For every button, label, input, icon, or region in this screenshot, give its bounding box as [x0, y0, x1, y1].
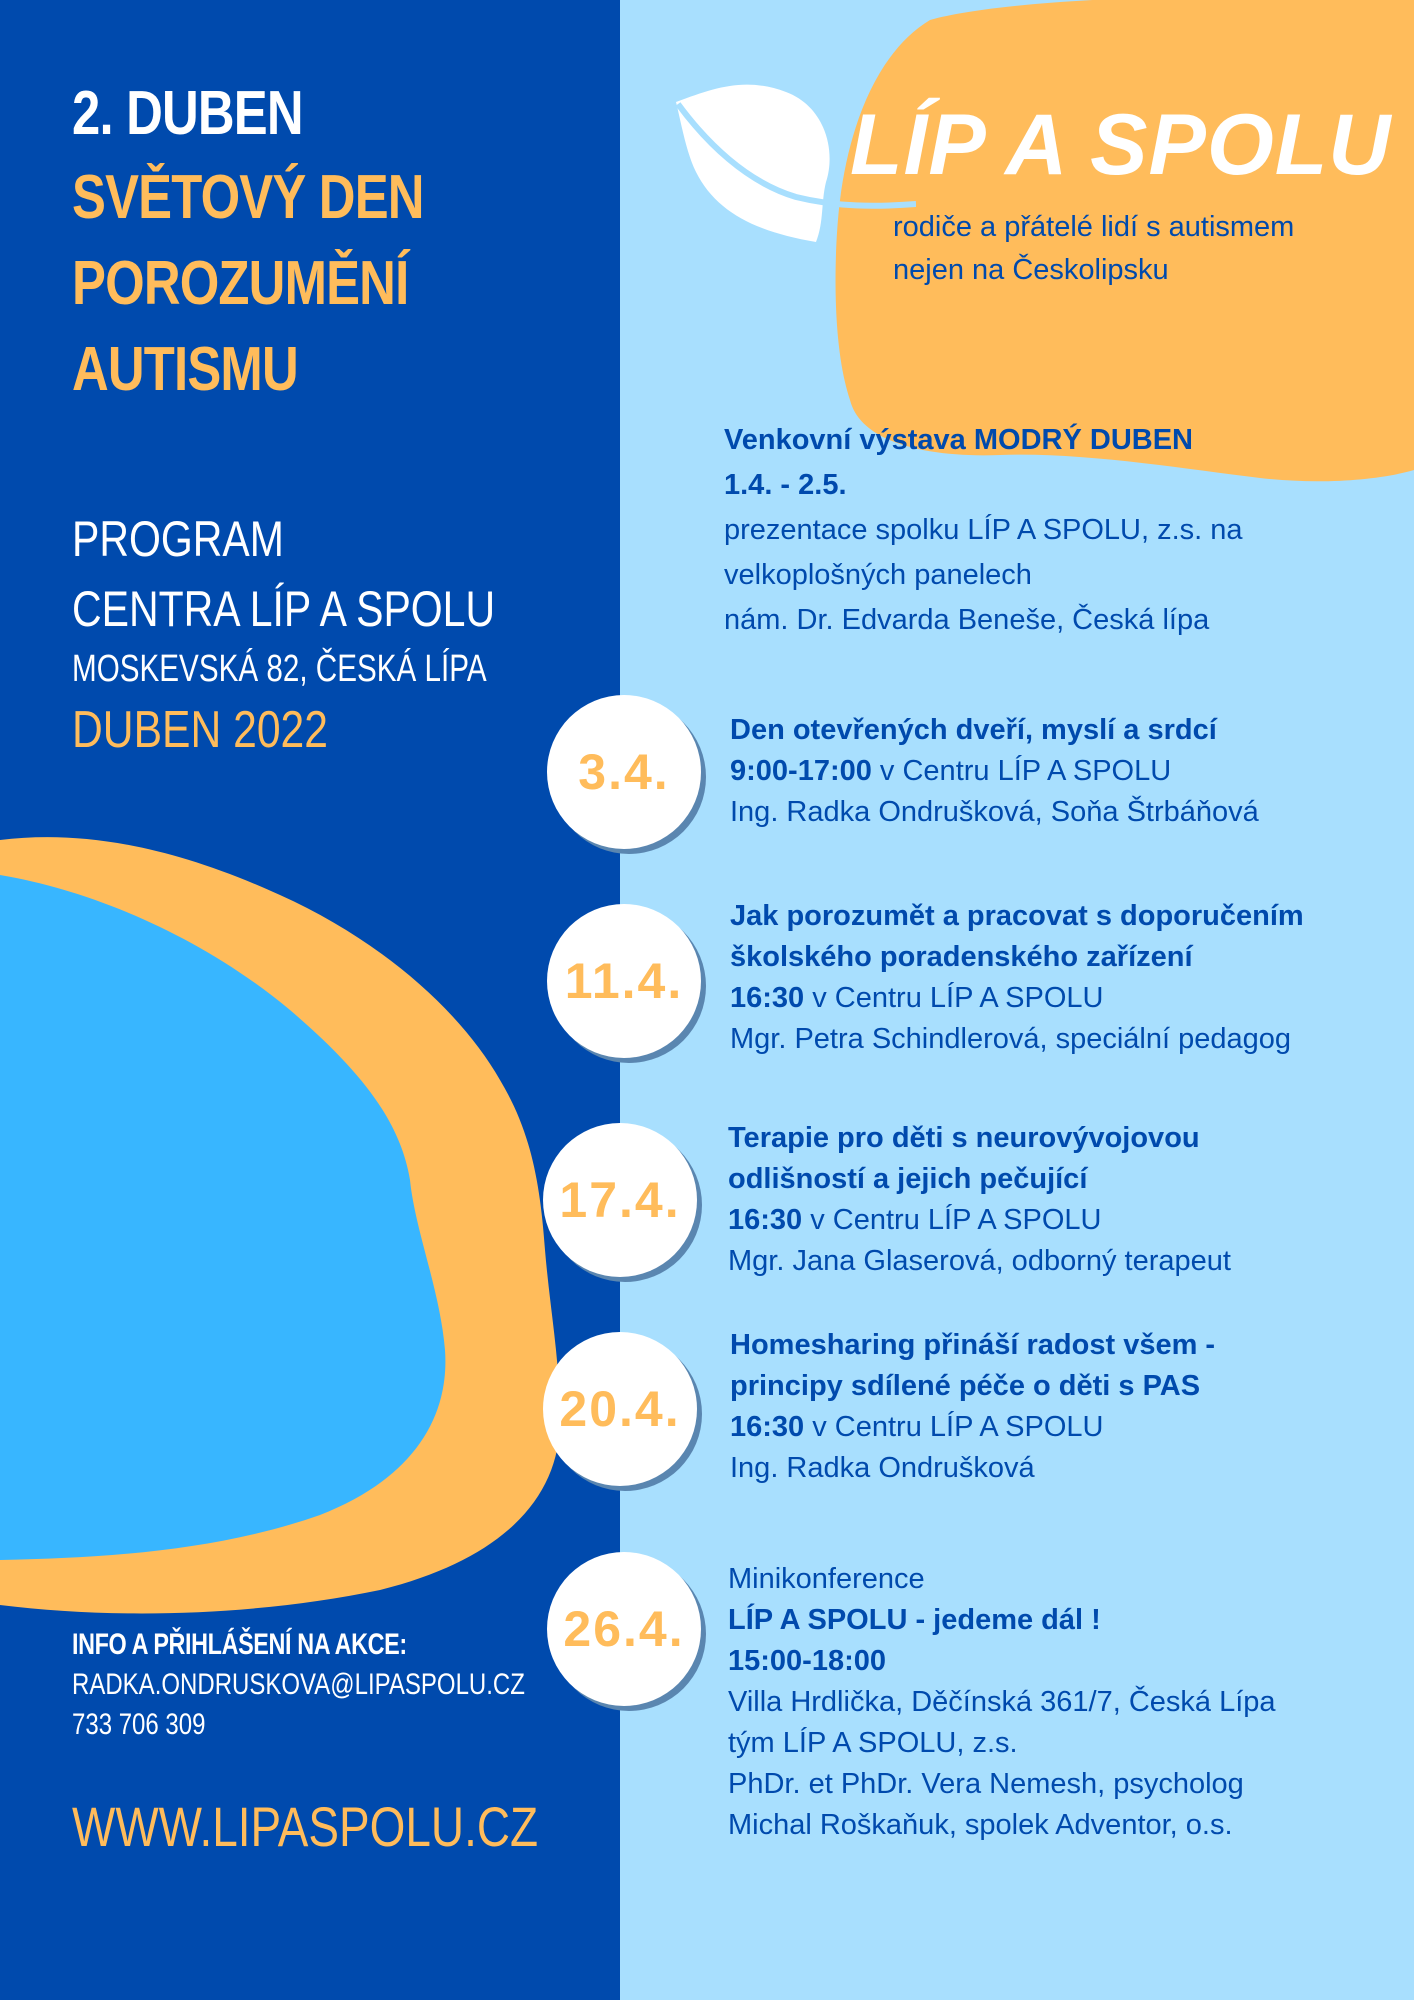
title-line-3: AUTISMU [72, 335, 298, 404]
event-people: Ing. Radka Ondrušková [730, 1452, 1035, 1484]
event-title: odlišností a jejich pečující [728, 1163, 1088, 1195]
event-title: Jak porozumět a pracovat s doporučením [730, 900, 1304, 932]
event-place: v Centru LÍP A SPOLU [802, 1204, 1102, 1236]
event-people: tým LÍP A SPOLU, z.s. [728, 1727, 1018, 1759]
program-heading: PROGRAM [72, 511, 284, 567]
contact-email[interactable]: RADKA.ONDRUSKOVA@LIPASPOLU.CZ [72, 1668, 525, 1701]
logo-tagline [893, 206, 1294, 292]
event-title: LÍP A SPOLU - jedeme dál ! [728, 1604, 1101, 1636]
exhibition-line: prezentace spolku LÍP A SPOLU, z.s. na [724, 514, 1243, 546]
event-title: Homesharing přináší radost všem - [730, 1329, 1216, 1361]
date-badge-text: 20.4. [559, 1381, 681, 1437]
website-link[interactable]: WWW.LIPASPOLU.CZ [72, 1795, 539, 1858]
event-item [728, 1118, 1231, 1282]
event-place: v Centru LÍP A SPOLU [804, 982, 1104, 1014]
event-time-place [728, 1200, 1231, 1241]
event-people: Villa Hrdlička, Děčínská 361/7, Česká Lípa [728, 1686, 1276, 1718]
tagline-line: rodiče a přátelé lidí s autismem [893, 211, 1295, 243]
event-title: Den otevřených dveří, myslí a srdcí [730, 714, 1217, 746]
event-item [730, 710, 1259, 833]
event-item [730, 1325, 1215, 1489]
event-people: Michal Roškaňuk, spolek Adventor, o.s. [728, 1809, 1233, 1841]
event-people: Mgr. Petra Schindlerová, speciální pedagog [730, 1023, 1292, 1055]
event-date-heading: 2. DUBEN [72, 79, 303, 148]
exhibition-block [724, 418, 1243, 643]
event-item [730, 896, 1304, 1060]
event-pre-title: Minikonference [728, 1563, 925, 1595]
event-time: 15:00-18:00 [728, 1645, 886, 1677]
date-badge [543, 1123, 697, 1277]
exhibition-dates: 1.4. - 2.5. [724, 469, 847, 501]
logo-name: LÍP A SPOLU [850, 97, 1392, 193]
date-badge [547, 1552, 701, 1706]
event-place: v Centru LÍP A SPOLU [804, 1411, 1104, 1443]
event-time: 16:30 [730, 982, 805, 1014]
date-badge-text: 11.4. [564, 953, 684, 1009]
title-line-1: SVĚTOVÝ DEN [72, 163, 424, 232]
program-center: CENTRA LÍP A SPOLU [72, 581, 496, 637]
program-address: MOSKEVSKÁ 82, ČESKÁ LÍPA [72, 648, 487, 690]
exhibition-line: velkoplošných panelech [724, 559, 1032, 591]
event-time: 16:30 [728, 1204, 803, 1236]
contact-heading: INFO A PŘIHLÁŠENÍ NA AKCE: [72, 1628, 407, 1661]
date-badge-text: 3.4. [578, 744, 670, 800]
event-title: školského poradenského zařízení [730, 941, 1193, 973]
event-title: Terapie pro děti s neurovývojovou [728, 1122, 1200, 1154]
contact-phone[interactable]: 733 706 309 [72, 1708, 206, 1741]
event-time-place [730, 978, 1304, 1019]
program-month: DUBEN 2022 [72, 701, 328, 759]
event-item [728, 1559, 1276, 1846]
event-time: 9:00-17:00 [730, 755, 872, 787]
event-time-place [730, 751, 1259, 792]
exhibition-title-prefix: Venkovní výstava [724, 424, 974, 456]
date-badge-text: 17.4. [559, 1172, 681, 1228]
event-time: 16:30 [730, 1411, 805, 1443]
event-people: Ing. Radka Ondrušková, Soňa Štrbáňová [730, 796, 1259, 828]
event-people: PhDr. et PhDr. Vera Nemesh, psycholog [728, 1768, 1244, 1800]
exhibition-title-bold: MODRÝ DUBEN [973, 424, 1193, 456]
event-time-place [730, 1407, 1215, 1448]
event-place: v Centru LÍP A SPOLU [871, 755, 1172, 787]
event-title: principy sdílené péče o děti s PAS [730, 1370, 1201, 1402]
date-badge [543, 1332, 697, 1486]
date-badge-text: 26.4. [563, 1601, 685, 1657]
title-line-2: POROZUMĚNÍ [72, 249, 409, 318]
date-badge [547, 695, 701, 849]
date-badge [547, 904, 701, 1058]
event-people: Mgr. Jana Glaserová, odborný terapeut [728, 1245, 1231, 1277]
exhibition-title [724, 418, 1243, 463]
exhibition-line: nám. Dr. Edvarda Beneše, Česká lípa [724, 604, 1210, 636]
tagline-line: nejen na Českolipsku [893, 254, 1169, 286]
